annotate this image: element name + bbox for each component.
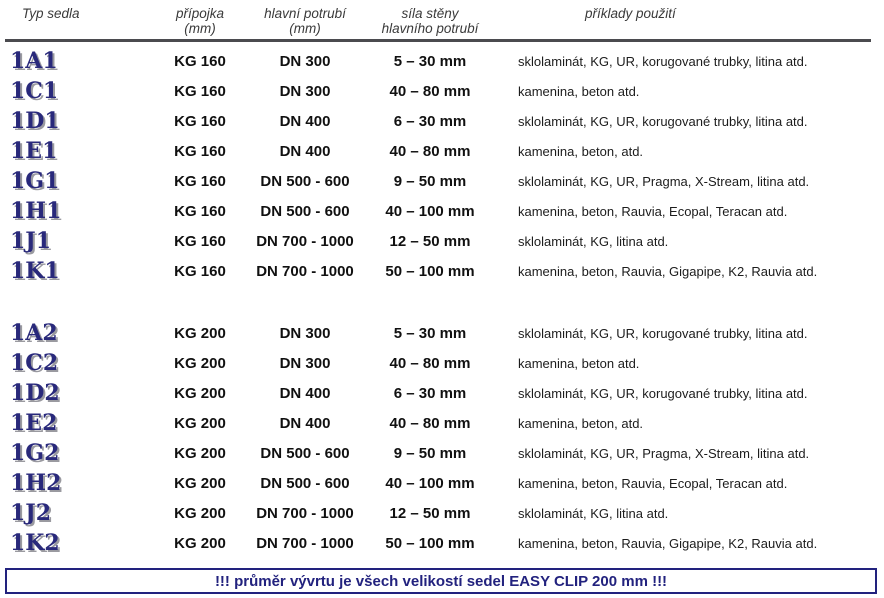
table-row [0,378,884,408]
cell-hlavni: DN 300 [279,82,331,100]
header-priklady-pouziti [500,6,884,36]
cell-typ: 1G2 [10,440,60,466]
table-row [0,136,884,166]
cell-hlavni: DN 500 - 600 [260,474,350,492]
cell-typ: 1D2 [10,380,60,406]
cell-sila: 6 – 30 mm [393,112,467,130]
cell-hlavni: DN 400 [279,414,331,432]
table-row [0,498,884,528]
cell-hlavni: DN 400 [279,112,331,130]
header-pripojka [150,6,250,36]
cell-typ: 1H1 [10,198,62,224]
header-typ-sedla [0,6,150,36]
cell-priklady: kamenina, beton, Rauvia, Gigapipe, K2, Rauvia atd. [518,263,818,279]
cell-pripojka: KG 160 [174,142,226,160]
footer-note-text: !!! průměr vývrtu je všech velikostí sedel EASY CLIP 200 mm !!! [214,572,668,590]
table-row [0,318,884,348]
cell-hlavni: DN 500 - 600 [260,172,350,190]
table-row [0,46,884,76]
cell-hlavni: DN 400 [279,142,331,160]
cell-typ: 1E1 [10,138,58,164]
cell-priklady: sklolaminát, KG, litina atd. [518,505,669,521]
cell-pripojka: KG 200 [174,504,226,522]
cell-sila: 40 – 80 mm [389,142,471,160]
cell-priklady: kamenina, beton, Rauvia, Gigapipe, K2, Rauvia atd. [518,535,818,551]
cell-pripojka: KG 200 [174,474,226,492]
cell-typ: 1A1 [10,48,58,74]
cell-priklady: sklolaminát, KG, UR, korugované trubky, litina atd. [518,385,808,401]
cell-pripojka: KG 200 [174,414,226,432]
cell-priklady: sklolaminát, KG, litina atd. [518,233,669,249]
cell-sila: 40 – 80 mm [389,354,471,372]
table-row [0,348,884,378]
table-row [0,438,884,468]
cell-pripojka: KG 160 [174,262,226,280]
table-row [0,196,884,226]
cell-hlavni: DN 400 [279,384,331,402]
table-row [0,106,884,136]
cell-typ: 1A2 [10,320,58,346]
cell-hlavni: DN 500 - 600 [260,202,350,220]
cell-sila: 40 – 100 mm [385,474,475,492]
cell-typ: 1D1 [10,108,60,134]
cell-pripojka: KG 160 [174,112,226,130]
header-sila-line2: hlavního potrubí [381,21,479,36]
cell-hlavni: DN 700 - 1000 [256,262,354,280]
header-hlavni-line1: hlavní potrubí [264,6,346,21]
table-row [0,226,884,256]
cell-pripojka: KG 160 [174,82,226,100]
cell-priklady: sklolaminát, KG, UR, Pragma, X-Stream, litina atd. [518,173,810,189]
cell-typ: 1E2 [10,410,58,436]
cell-priklady: kamenina, beton atd. [518,355,640,371]
cell-pripojka: KG 160 [174,172,226,190]
table-row [0,468,884,498]
table-row [0,76,884,106]
cell-pripojka: KG 200 [174,534,226,552]
cell-hlavni: DN 300 [279,354,331,372]
table-section-2 [0,314,884,558]
cell-pripojka: KG 200 [174,444,226,462]
cell-priklady: sklolaminát, KG, UR, korugované trubky, litina atd. [518,113,808,129]
cell-sila: 40 – 100 mm [385,202,475,220]
cell-priklady: kamenina, beton, Rauvia, Ecopal, Teracan atd. [518,203,788,219]
cell-typ: 1C2 [10,350,59,376]
cell-priklady: sklolaminát, KG, UR, korugované trubky, litina atd. [518,325,808,341]
header-hlavni-potrubi [250,6,360,36]
cell-typ: 1K2 [10,530,60,556]
table-row [0,408,884,438]
cell-priklady: sklolaminát, KG, UR, Pragma, X-Stream, litina atd. [518,445,810,461]
cell-hlavni: DN 700 - 1000 [256,534,354,552]
cell-typ: 1K1 [10,258,60,284]
cell-hlavni: DN 700 - 1000 [256,232,354,250]
table-row [0,256,884,286]
cell-hlavni: DN 300 [279,52,331,70]
cell-typ: 1G1 [10,168,60,194]
cell-priklady: kamenina, beton, Rauvia, Ecopal, Teracan atd. [518,475,788,491]
table-header [0,0,884,36]
cell-pripojka: KG 200 [174,324,226,342]
cell-sila: 12 – 50 mm [389,504,471,522]
cell-priklady: kamenina, beton atd. [518,83,640,99]
cell-sila: 50 – 100 mm [385,534,475,552]
cell-priklady: sklolaminát, KG, UR, korugované trubky, litina atd. [518,53,808,69]
header-typ-sedla-label: Typ sedla [22,6,80,21]
table-body [0,42,884,558]
header-pripojka-line2: (mm) [184,21,216,36]
cell-priklady: kamenina, beton, atd. [518,415,644,431]
cell-sila: 5 – 30 mm [393,52,467,70]
cell-hlavni: DN 300 [279,324,331,342]
cell-sila: 50 – 100 mm [385,262,475,280]
cell-hlavni: DN 500 - 600 [260,444,350,462]
cell-sila: 9 – 50 mm [393,444,467,462]
cell-sila: 5 – 30 mm [393,324,467,342]
cell-typ: 1H2 [10,470,62,496]
header-priklady-label: příklady použití [585,6,676,21]
cell-pripojka: KG 160 [174,202,226,220]
cell-sila: 40 – 80 mm [389,414,471,432]
cell-typ: 1J1 [10,228,52,254]
table-section-1 [0,42,884,286]
cell-sila: 12 – 50 mm [389,232,471,250]
cell-typ: 1C1 [10,78,59,104]
cell-sila: 40 – 80 mm [389,82,471,100]
cell-pripojka: KG 160 [174,232,226,250]
header-pripojka-line1: přípojka [175,6,225,21]
header-sila-steny [360,6,500,36]
cell-sila: 9 – 50 mm [393,172,467,190]
cell-pripojka: KG 200 [174,354,226,372]
header-hlavni-line2: (mm) [289,21,321,36]
header-sila-line1: síla stěny [401,6,459,21]
cell-hlavni: DN 700 - 1000 [256,504,354,522]
cell-sila: 6 – 30 mm [393,384,467,402]
footer-note-box [5,568,877,594]
cell-priklady: kamenina, beton, atd. [518,143,644,159]
cell-typ: 1J2 [10,500,52,526]
cell-pripojka: KG 200 [174,384,226,402]
table-row [0,166,884,196]
cell-pripojka: KG 160 [174,52,226,70]
table-row [0,528,884,558]
